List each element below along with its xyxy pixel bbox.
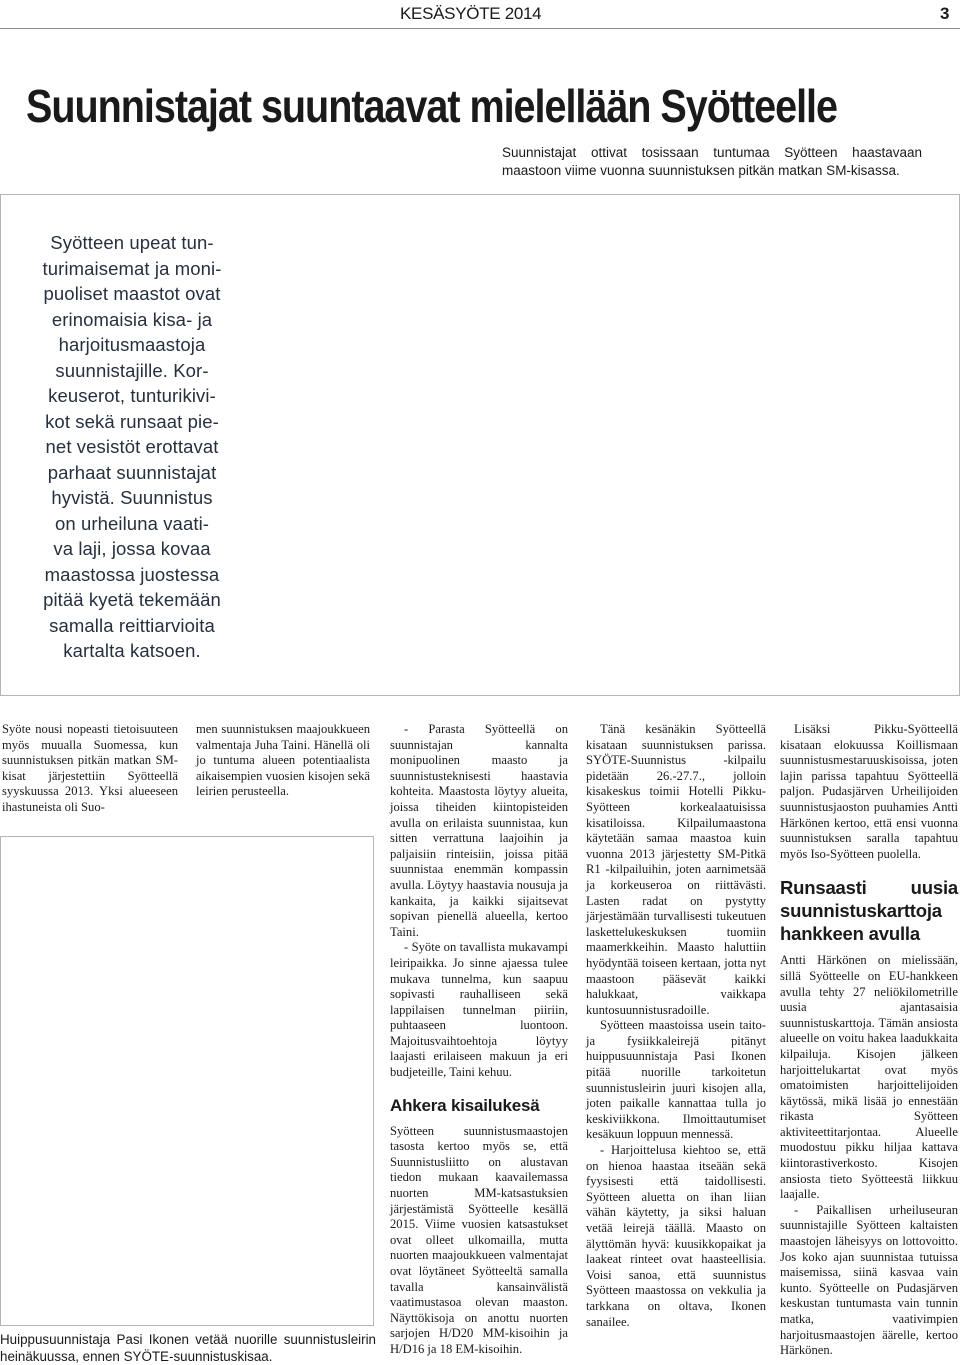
pull-quote-line: kartalta katsoen. (63, 640, 201, 661)
column-3-para: - Syöte on tavallista mukavampi leiripaikka. Jo sinne ajaessa tulee mukava tunnelma, kun saapuu sopivasti rauhalliseen sekä lappilaisen tunnelman piiriin, puhtaaseen luontoon. Majoitusvaihtoehtoja löytyy laajasti erilaiseen makuun ja eri budjeteille, Taini kehuu. (390, 940, 568, 1080)
photo-caption: Huippusuunnistaja Pasi Ikonen vetää nuorille suunnistusleirin heinäkuussa, ennen SYÖTE-suunnistuskisaa. (0, 1332, 376, 1364)
column-3-para: - Parasta Syötteellä on suunnistajan kannalta monipuolinen maasto ja suunnistusteknisesti haastavia kohteita. Maastosta löytyy alueita, joissa tiheiden kiintopisteiden avulla on erilaista suunnistaa, kun sitten verrattuna laajoihin ja paljaisiin rinteisiin, joissa pitää suunnistaa enemmän kompassin avulla. Löytyy haastavia nousuja ja kankaita, ja kaikki sijaitsevat sopivan pienellä alueella, kertoo Taini. (390, 722, 569, 939)
pull-quote-line: pitää kyetä tekemään (43, 589, 221, 610)
pull-quote-line: harjoitusmaastoja (58, 334, 206, 355)
photo-frame-ikonen (0, 836, 374, 1326)
pull-quote-line: net vesistöt erottavat (45, 436, 219, 457)
column-5-para: - Paikallisen urheiluseuran suunnistajille Syötteen kaltaisten maastojen läheisyys on lottovoitto. Jos koko ajan suunnistaa tutuissa maisemissa, siinä kasvaa vain kunto. Syötteelle on Pudasjärven keskustan tuntumasta vain tunnin matka, vaativimpien harjoitusmaastojen äärelle, kertoo Härkönen. (780, 1202, 958, 1358)
pull-quote-line: va laji, jossa kovaa (53, 538, 211, 559)
pull-quote-line: kot sekä runsaat pie- (45, 410, 219, 432)
subheading-ahkera: Ahkera kisailukesä (390, 1095, 540, 1115)
pull-quote-line: turimaisemat ja moni- (42, 257, 222, 279)
pull-quote-line: suunnistajille. Kor- (55, 359, 209, 381)
headline: Suunnistajat suuntaavat mielellään Syötteelle (26, 80, 837, 132)
pull-quote-line: keuserot, tunturikivi- (48, 385, 216, 406)
pull-quote-line: on urheiluna vaati- (54, 512, 210, 534)
column-4-para: - Harjoittelusa kiehtoo se, että on hienoa haastaa itseään sekä fyysisesti että taidollisesti. Syötteen aluetta on ihan liian vähän käytetty, ja siksi haluan vetää leirejä täällä. Maasto on älyttömän hyvä: kuusikkopaikat ja laakeat rinteet ovat haasteellisia. Voisi sanoa, että suunnistus Syötteen maastossa on vekkulia ja tarkkana on oltava, Ikonen sanailee. (586, 1143, 766, 1329)
pull-quote-line: erinomaisia kisa- ja (51, 308, 213, 330)
column-5-para: Lisäksi Pikku-Syötteellä kisataan elokuussa Koillismaan suunnistusmestaruuskisoissa, joten lajin parissa tapahtuu Syötteellä paljon. Pudasjärven Urheilijoiden suunnistusjaoston puuhamies Antti Härkönen kertoo, että ensi vuonna suunnistuksen saralla tapahtuu myös Iso-Syötteen puolella. (780, 722, 958, 861)
pull-quote-line: puoliset maastot ovat (43, 283, 221, 304)
page-number: 3 (940, 4, 950, 23)
column-5-para: Antti Härkönen on mielissään, sillä Syötteelle on EU-hankkeen avulla tehty 27 neliökilometrille uusia ajantasaisia suunnistuskarttoja. Tämän ansiosta alueelle on voitu hakea laadukkaita kilpailuja. Kisojen jälkeen harjoittelukartat ovat myös omatoimisten harjoittelijoiden käytössä, mikä lisää jo ennestään rikasta Syötteen aktiviteettitarjontaa. Alueelle muodostuu pikku hiljaa kattava kiintorastiverkosto. Kisojen ansiosta tieto Syötteestä liikkuu laajalle. (780, 953, 958, 1202)
pull-quote-line: maastossa juostessa (44, 563, 220, 585)
pull-quote-line: parhaat suunnistajat (47, 461, 217, 483)
pull-quote-line: samalla reittiarvioita (49, 614, 215, 636)
column-1 (2, 722, 178, 816)
column-4-para: Syötteen maastoissa usein taito- ja fysiikkaleirejä pitänyt huippusuunnistaja Pasi Ikonen pitää nuorille tarkoitetun suunnistusleirin juuri kisojen alla, joten paikalle kannattaa tulla jo keskiviikkona. Ilmoittautumiset kesäkuun loppuun mennessä. (586, 1018, 766, 1142)
column-1-text: Syöte nousi nopeasti tietoisuuteen myös muualla Suomessa, kun suunnistuksen pitkän matkan SM-kisat järjestettiin Syötteellä syyskuussa 2013. Yksi alueeseen ihastuneista oli Suo- (2, 722, 178, 814)
column-4 (586, 722, 766, 1330)
column-3 (390, 722, 568, 1358)
page-header (0, 0, 960, 29)
column-4-para: Tänä kesänäkin Syötteellä kisataan suunnistuksen parissa. SYÖTE-Suunnistus -kilpailu pidetään 26.-27.7., jolloin kisakeskus toimii Hotelli Pikku-Syötteen korkealaatuisissa kisatiloissa. Kilpailumaastona käytetään samaa maastoa kuin vuonna 2013 järjestetty SM-Pitkä R1 -kilpailuihin, joten aarnimetsää ja korkeuseroa on riittävästi. Lasten radat on pystytty järjestämään turvallisesti tukeutuen laskettelukeskuksen tuomiin maamerkkeihin. Maasto haluttiin hyödyntää toiseen kertaan, jotta nyt maastoon pääsevät kaikki halukkaat, vaikkapa kuntosuunnistusradoille. (586, 722, 766, 1017)
column-2 (196, 722, 370, 800)
subheading-runsaasti: Runsaasti uusia suunnistuskarttoja hankkeen avulla (780, 877, 958, 945)
column-2-text: men suunnistuksen maajoukkueen valmentaja Juha Taini. Hänellä oli jo tuntuma alueen potentiaalista aikaisempien vuosien kisojen sekä leirien perusteella. (196, 722, 370, 799)
section-label: KESÄSYÖTE 2014 (400, 4, 542, 23)
column-5 (780, 722, 958, 1359)
pull-quote (20, 230, 244, 664)
lede: Suunnistajat ottivat tosissaan tuntumaa Syötteen haastavaan maastoon viime vuonna suunnistuksen pitkän matkan SM-kisassa. (502, 145, 922, 178)
column-3-para: Syötteen suunnistusmaastojen tasosta kertoo myös se, että Suunnistusliitto on alustavan tiedon mukaan kaavailemassa nuorten MM-katsastuksien järjestämistä Syötteelle kesällä 2015. Viime vuosien katsastukset ovat olleet ulkomailla, mutta nuorten maajoukkueen valmentajat ovat löytäneet Syötteeltä samalla tavalla kansainvälistä vaatimustasoa olevan maaston. Näyttökisoja on anottu nuorten sarjojen H/D20 MM-kisoihin ja H/D16 ja 18 EM-kisoihin. (390, 1123, 568, 1356)
pull-quote-line: Syötteen upeat tun- (50, 232, 214, 253)
pull-quote-line: hyvistä. Suunnistus (51, 487, 213, 508)
